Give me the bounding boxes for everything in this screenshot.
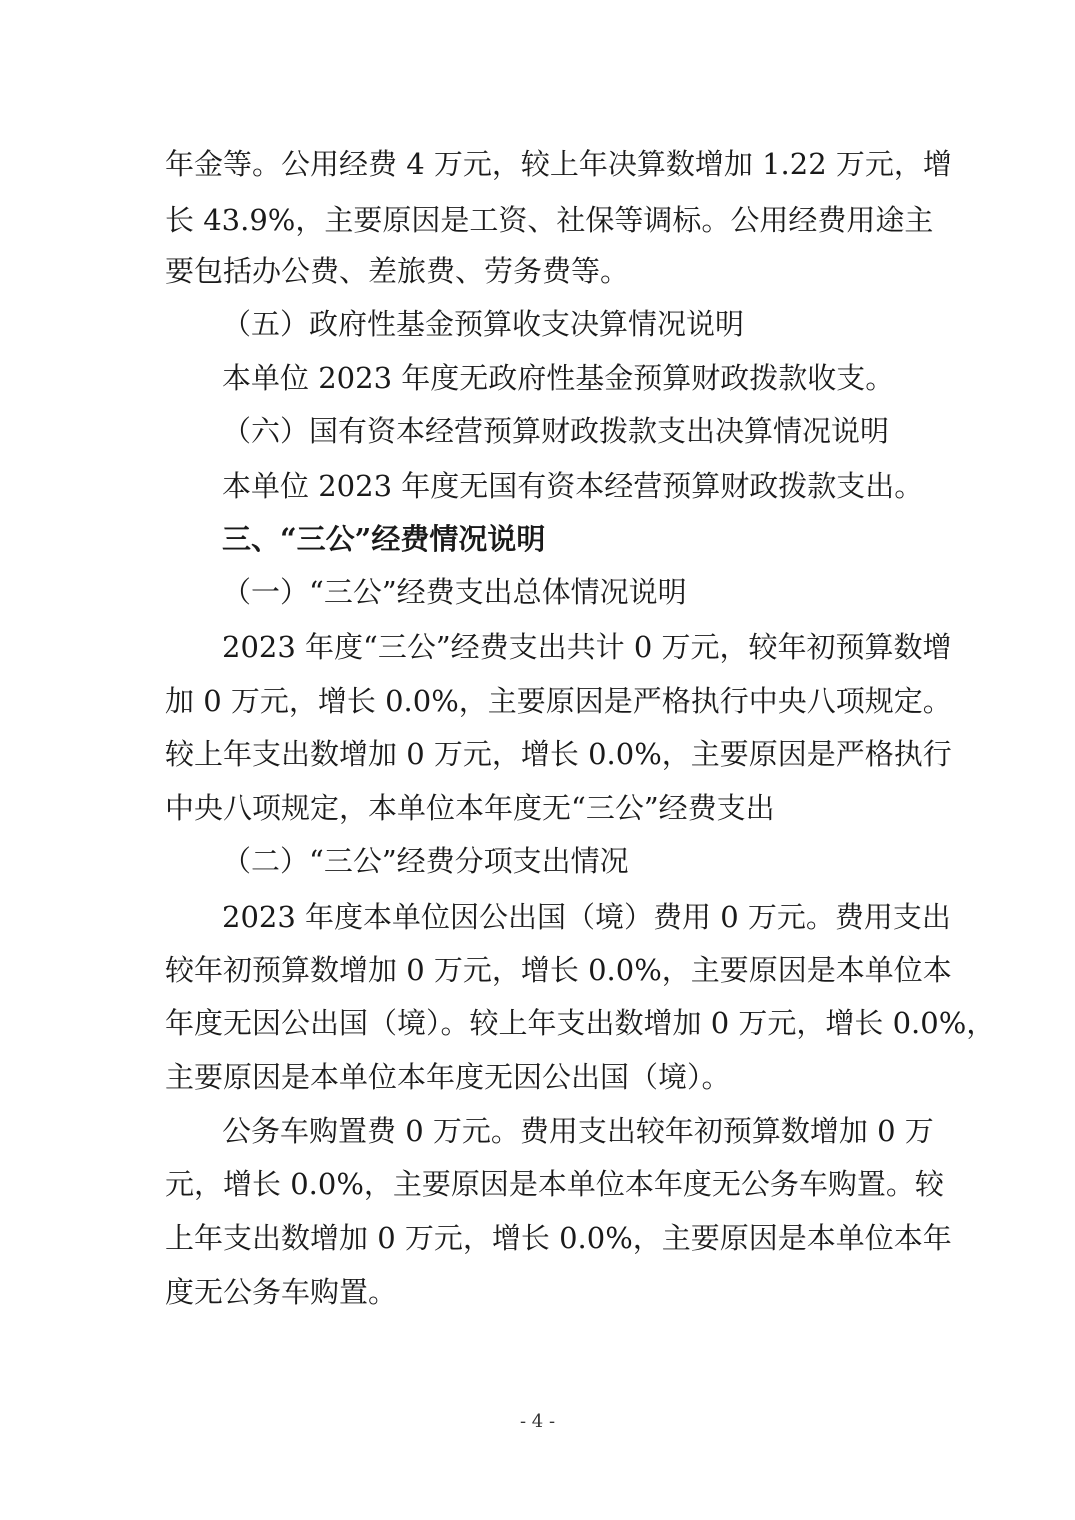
sub2-para-a-line-4: 主要原因是本单位本年度无因公出国（境）。 <box>165 1060 731 1094</box>
section6-body: 本单位 2023 年度无国有资本经营预算财政拨款支出。 <box>222 469 924 503</box>
sub1-line-1: 2023 年度“三公”经费支出共计 0 万元，较年初预算数增 <box>222 630 952 664</box>
para1-line-3: 要包括办公费、差旅费、劳务费等。 <box>165 254 630 288</box>
page-number: - 4 - <box>519 1411 556 1432</box>
sub2-para-b-line-1: 公务车购置费 0 万元。费用支出较年初预算数增加 0 万 <box>222 1114 934 1148</box>
section3-heading: 三、“三公”经费情况说明 <box>222 522 546 556</box>
sub1-heading: （一）“三公”经费支出总体情况说明 <box>222 575 687 609</box>
section5-heading: （五）政府性基金预算收支决算情况说明 <box>222 307 745 341</box>
sub2-para-b-line-4: 度无公务车购置。 <box>165 1275 398 1309</box>
sub1-line-2: 加 0 万元，增长 0.0%，主要原因是严格执行中央八项规定。 <box>165 684 952 718</box>
sub1-line-4: 中央八项规定，本单位本年度无“三公”经费支出 <box>165 791 775 825</box>
sub1-line-3: 较上年支出数增加 0 万元，增长 0.0%，主要原因是严格执行 <box>165 737 952 771</box>
sub2-para-a-line-2: 较年初预算数增加 0 万元，增长 0.0%，主要原因是本单位本 <box>165 953 952 987</box>
section6-heading: （六）国有资本经营预算财政拨款支出决算情况说明 <box>222 414 890 448</box>
sub2-para-a-line-1: 2023 年度本单位因公出国（境）费用 0 万元。费用支出 <box>222 900 951 934</box>
sub2-para-a-line-3: 年度无因公出国（境）。较上年支出数增加 0 万元，增长 0.0%， <box>165 1006 996 1040</box>
sub2-para-b-line-2: 元，增长 0.0%，主要原因是本单位本年度无公务车购置。较 <box>165 1167 944 1201</box>
sub2-para-b-line-3: 上年支出数增加 0 万元，增长 0.0%，主要原因是本单位本年 <box>165 1221 952 1255</box>
para1-line-1: 年金等。公用经费 4 万元，较上年决算数增加 1.22 万元，增 <box>165 147 952 181</box>
section5-body: 本单位 2023 年度无政府性基金预算财政拨款收支。 <box>222 361 895 395</box>
para1-line-2: 长 43.9%，主要原因是工资、社保等调标。公用经费用途主 <box>165 203 934 237</box>
sub2-heading: （二）“三公”经费分项支出情况 <box>222 844 629 878</box>
